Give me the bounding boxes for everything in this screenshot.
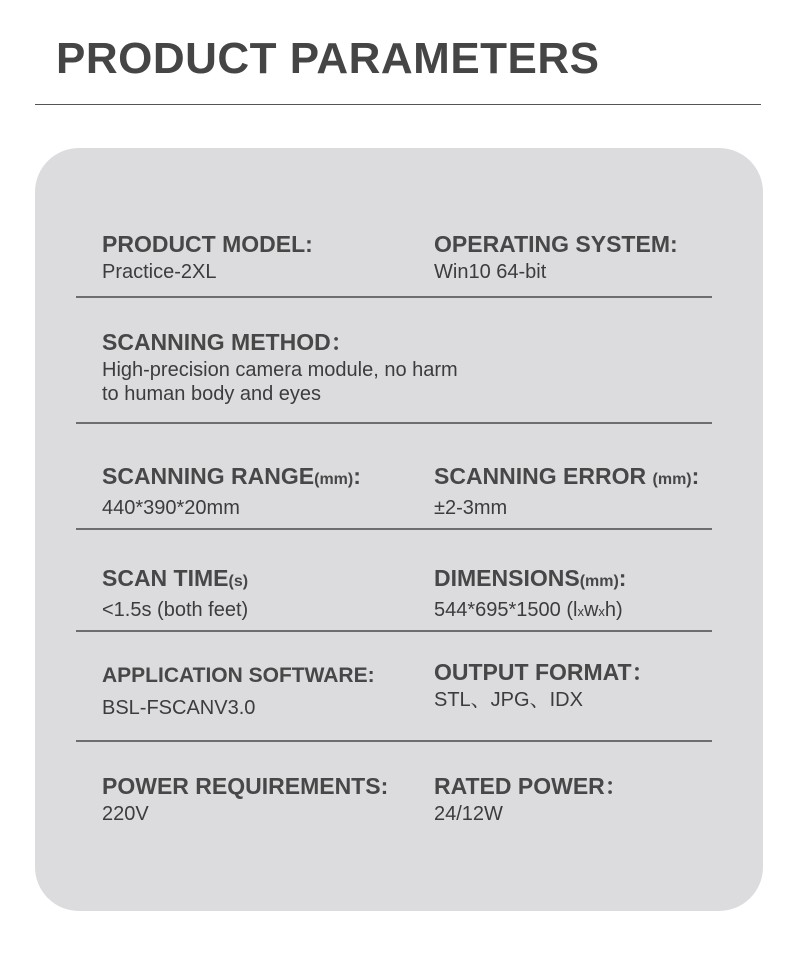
param-label: SCAN TIME(s) (102, 565, 249, 591)
param-scanning-range (102, 462, 361, 520)
param-value: Practice-2XL (102, 261, 217, 283)
param-label: SCANNING ERROR (mm): (434, 463, 700, 489)
param-label: POWER REQUIREMENTS: (102, 773, 389, 799)
param-label: OPERATING SYSTEM: (434, 231, 678, 257)
param-label: SCANNING RANGE(mm): (102, 463, 361, 489)
param-label: SCANNING METHOD： (102, 329, 354, 355)
param-value-line: to human body and eyes (102, 383, 322, 405)
param-label: OUTPUT FORMAT： (434, 659, 655, 685)
row-divider (76, 296, 712, 298)
param-power-requirements (102, 772, 388, 826)
param-application-software (102, 662, 375, 720)
param-value: 220V (102, 803, 149, 825)
param-value: 544*695*1500 (lxwxh) (434, 599, 623, 621)
param-value: STL、JPG、IDX (434, 689, 583, 711)
param-value: 24/12W (434, 803, 503, 825)
param-value: 440*390*20mm (102, 497, 240, 519)
param-scan-time (102, 564, 248, 622)
param-label: RATED POWER： (434, 773, 628, 799)
parameters-card (35, 148, 763, 911)
param-scanning-error (434, 462, 699, 520)
row-divider (76, 422, 712, 424)
param-label: DIMENSIONS(mm): (434, 565, 627, 591)
param-dimensions (434, 564, 626, 624)
param-output-format (434, 658, 655, 712)
page-title: PRODUCT PARAMETERS (56, 34, 600, 83)
param-value: <1.5s (both feet) (102, 599, 249, 621)
param-value-line: High-precision camera module, no harm (102, 359, 458, 381)
param-value: ±2-3mm (434, 497, 508, 519)
row-divider (76, 630, 712, 632)
param-scanning-method (102, 328, 458, 406)
param-rated-power (434, 772, 628, 826)
row-divider (76, 528, 712, 530)
param-label: APPLICATION SOFTWARE: (102, 664, 375, 687)
row-divider (76, 740, 712, 742)
title-divider (35, 104, 761, 105)
param-label: PRODUCT MODEL: (102, 231, 313, 257)
param-value: Win10 64-bit (434, 261, 547, 283)
param-operating-system (434, 230, 678, 284)
param-value: BSL-FSCANV3.0 (102, 697, 256, 719)
param-product-model (102, 230, 313, 284)
